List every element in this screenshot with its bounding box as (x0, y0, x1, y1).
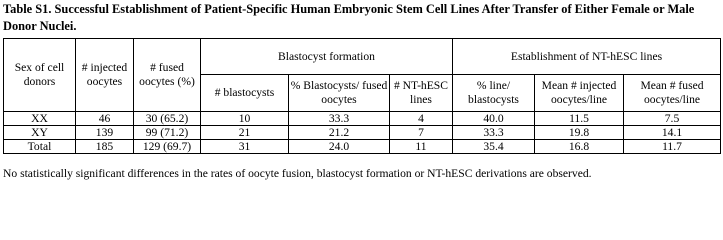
table-footnote: No statistically significant differences in the rates of oocyte fusion, blastocyst formation or NT-hESC derivations are observed. (3, 167, 592, 180)
header-pct-line: % line/ blastocysts (453, 75, 535, 112)
table-cell: Total (4, 140, 76, 154)
header-injected: # injected oocytes (76, 39, 134, 112)
table-cell: 35.4 (453, 140, 535, 154)
table-cell: 99 (71.2) (134, 126, 201, 140)
table-cell: 24.0 (289, 140, 390, 154)
table-cell: 11 (390, 140, 453, 154)
header-row-1 (4, 39, 721, 75)
table-cell: 129 (69.7) (134, 140, 201, 154)
table-caption: Table S1. Successful Establishment of Patient-Specific Human Embryonic Stem Cell Lines After Transfer of Either Female or Male Donor Nuclei. (3, 2, 695, 33)
table-cell: 7.5 (624, 112, 721, 126)
table-cell: 40.0 (453, 112, 535, 126)
table-cell: 21.2 (289, 126, 390, 140)
table-cell: 30 (65.2) (134, 112, 201, 126)
table-cell: 14.1 (624, 126, 721, 140)
table-cell: XX (4, 112, 76, 126)
table-cell: 19.8 (535, 126, 624, 140)
table-cell: 7 (390, 126, 453, 140)
header-group-blastocyst: Blastocyst formation (201, 39, 453, 75)
table-cell: 33.3 (453, 126, 535, 140)
table-row-xx (4, 112, 721, 126)
table-cell: 4 (390, 112, 453, 126)
header-blastocysts: # blastocysts (201, 75, 289, 112)
table-cell: 11.5 (535, 112, 624, 126)
header-nt-lines: # NT-hESC lines (390, 75, 453, 112)
table-cell: 10 (201, 112, 289, 126)
table-cell: 21 (201, 126, 289, 140)
table-cell: 16.8 (535, 140, 624, 154)
data-table (3, 38, 721, 154)
header-mean-fused: Mean # fused oocytes/line (624, 75, 721, 112)
table-cell: 139 (76, 126, 134, 140)
table-cell: 33.3 (289, 112, 390, 126)
table-cell: 11.7 (624, 140, 721, 154)
table-row-total (4, 140, 721, 154)
table-row-xy (4, 126, 721, 140)
table-cell: 46 (76, 112, 134, 126)
table-cell: 31 (201, 140, 289, 154)
header-sex: Sex of cell donors (4, 39, 76, 112)
header-group-ntesc: Establishment of NT-hESC lines (453, 39, 721, 75)
header-fused: # fused oocytes (%) (134, 39, 201, 112)
header-mean-injected: Mean # injected oocytes/line (535, 75, 624, 112)
table-cell: XY (4, 126, 76, 140)
table-cell: 185 (76, 140, 134, 154)
header-pct-blastocysts: % Blastocysts/ fused oocytes (289, 75, 390, 112)
